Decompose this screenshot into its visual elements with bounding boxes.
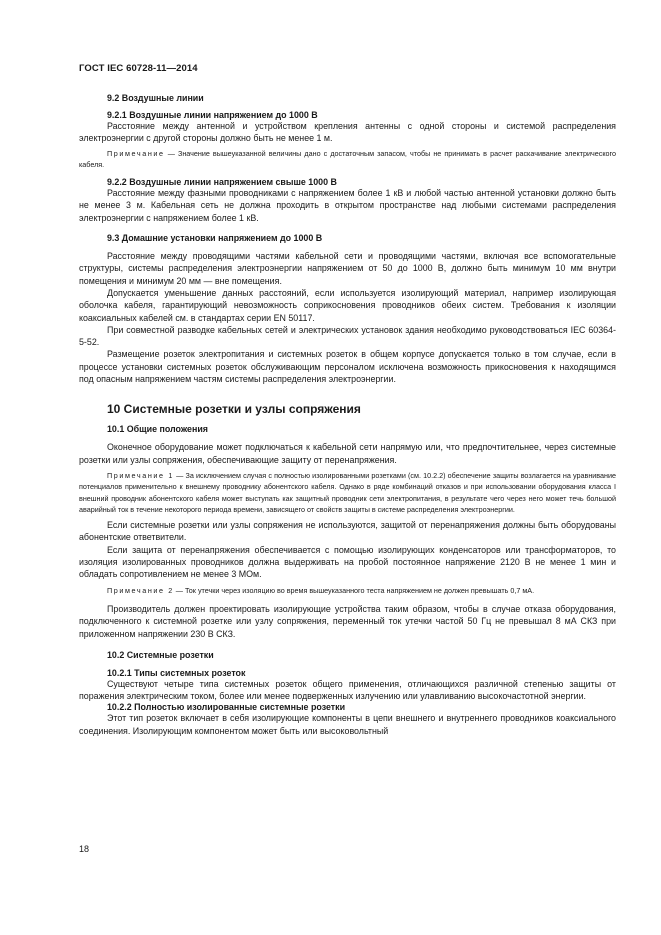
paragraph: При совместной разводке кабельных сетей и электрических установок здания необходимо руководствоваться IEC 60364-5-52. [79, 324, 616, 348]
paragraph: Существуют четыре типа системных розеток общего применения, отличающихся различной степенью защиты от поражения электрическим током, более или менее подверженных излучению или улавливанию высокочастотной энергии. [79, 678, 616, 702]
paragraph: Допускается уменьшение данных расстояний, если используется изолирующий материал, например изолирующая оболочка кабеля, гарантирующий невозможность соприкосновения проводников обеих систем. Требования к изоляции коаксиальных кабелей см. в стандартах серии EN 50117. [79, 287, 616, 323]
note-label: Примечание 1 [107, 470, 174, 480]
chapter-heading: 10 Системные розетки и узлы сопряжения [107, 402, 361, 417]
paragraph: Если системные розетки или узлы сопряжения не используются, защитой от перенапряжения должны быть оборудованы абонентские ответвители. [79, 520, 616, 543]
section-heading: 10.1 Общие положения [107, 424, 208, 435]
section-heading: 9.2 Воздушные линии [107, 93, 204, 103]
note [79, 470, 616, 515]
paragraph: Если защита от перенапряжения обеспечивается с помощью изолирующих конденсаторов или трансформаторов, то изоляция изолированных проводников должна выдерживать на пробой постоянное напряжение 2120 В не менее 1 мин и обладать сопротивлением не менее 3 МОм. [79, 544, 616, 580]
note-label: Примечание 2 [107, 585, 174, 595]
paragraph: Размещение розеток электропитания и системных розеток в общем корпусе допускается только в том случае, если в процессе установки системных розеток обслуживающим персоналом исключена возможность прикосновения к находящимся под опасным напряжением частям системы распределения электроэнергии. [79, 349, 616, 385]
subsection-heading: 9.2.2 Воздушные линии напряжением свыше 1000 В [107, 177, 337, 188]
page-number: 18 [79, 844, 90, 854]
section-heading: 10.2 Системные розетки [107, 649, 214, 660]
document-body [79, 87, 616, 737]
section-heading: 9.3 Домашние установки напряжением до 1000 В [107, 233, 323, 244]
paragraph: Производитель должен проектировать изолирующие устройства таким образом, чтобы в случае отказа оборудования, подключенного к системной розетке или узлу сопряжения, переменный ток утечки частой 50 Гц не превышал 8 мА СКЗ при приложенном напряжении 230 В СКЗ. [79, 603, 616, 639]
paragraph: Этот тип розеток включает в себя изолирующие компоненты в цепи внешнего и внутреннего проводников коаксиального соединения. Изолирующим компонентом может быть или высоковольтный [79, 713, 616, 736]
subsection-heading: 10.2.2 Полностью изолированные системные розетки [107, 702, 346, 713]
paragraph: Оконечное оборудование может подключаться к кабельной сети напрямую или, что предпочтительнее, через системные розетки или узлы сопряжения, обеспечивающие защиту от перенапряжения. [79, 442, 616, 465]
subsection-heading: 10.2.1 Типы системных розеток [107, 667, 246, 678]
note-label: Примечание [107, 148, 165, 158]
note [79, 585, 616, 596]
note-text: — За исключением случая с полностью изолированными розетками (см. 10.2.2) обеспечение защиты возлагается на уравнивание потенциалов применительно к внешнему проводнику абонентского кабеля. Однако в ряде комбинаций отказов и при использовании оборудования класса I внешний проводник абонентского кабеля может выступать как защитный проводник сети электропитания, в результате чего через него может течь большой аварийный ток в течение некоторого периода времени, зависящего от свойств защиты в системе распределения электроэнергии. [79, 470, 617, 514]
document-header: ГОСТ IEC 60728-11—2014 [79, 63, 198, 74]
paragraph: Расстояние между антенной и устройством крепления антенны с одной стороны и системой распределения электроэнергии с другой стороны должно быть не менее 1 м. [79, 121, 616, 144]
note [79, 148, 616, 171]
paragraph: Расстояние между фазными проводниками с напряжением более 1 кВ и любой частью антенной установки должно быть не менее 3 м. Кабельная сеть не должна проходить в открытом пространстве над любыми системами распределения электроэнергии с напряжением более 1 кВ. [79, 188, 616, 223]
note-text: — Значение вышеуказанной величины дано с достаточным запасом, чтобы не принимать в расчет раскачивание электрического кабеля. [79, 148, 617, 169]
paragraph: Расстояние между проводящими частями кабельной сети и проводящими частями, включая все вспомогательные структуры, системы распределения электроэнергии напряжением от 50 до 1000 В, должно быть минимум 10 мм внутри помещения и минимум 20 мм — вне помещения. [79, 251, 616, 286]
subsection-heading: 9.2.1 Воздушные линии напряжением до 1000 В [107, 110, 318, 120]
note-text: — Ток утечки через изоляцию во время вышеуказанного теста напряжением не должен превышать 0,7 мА. [175, 585, 535, 595]
